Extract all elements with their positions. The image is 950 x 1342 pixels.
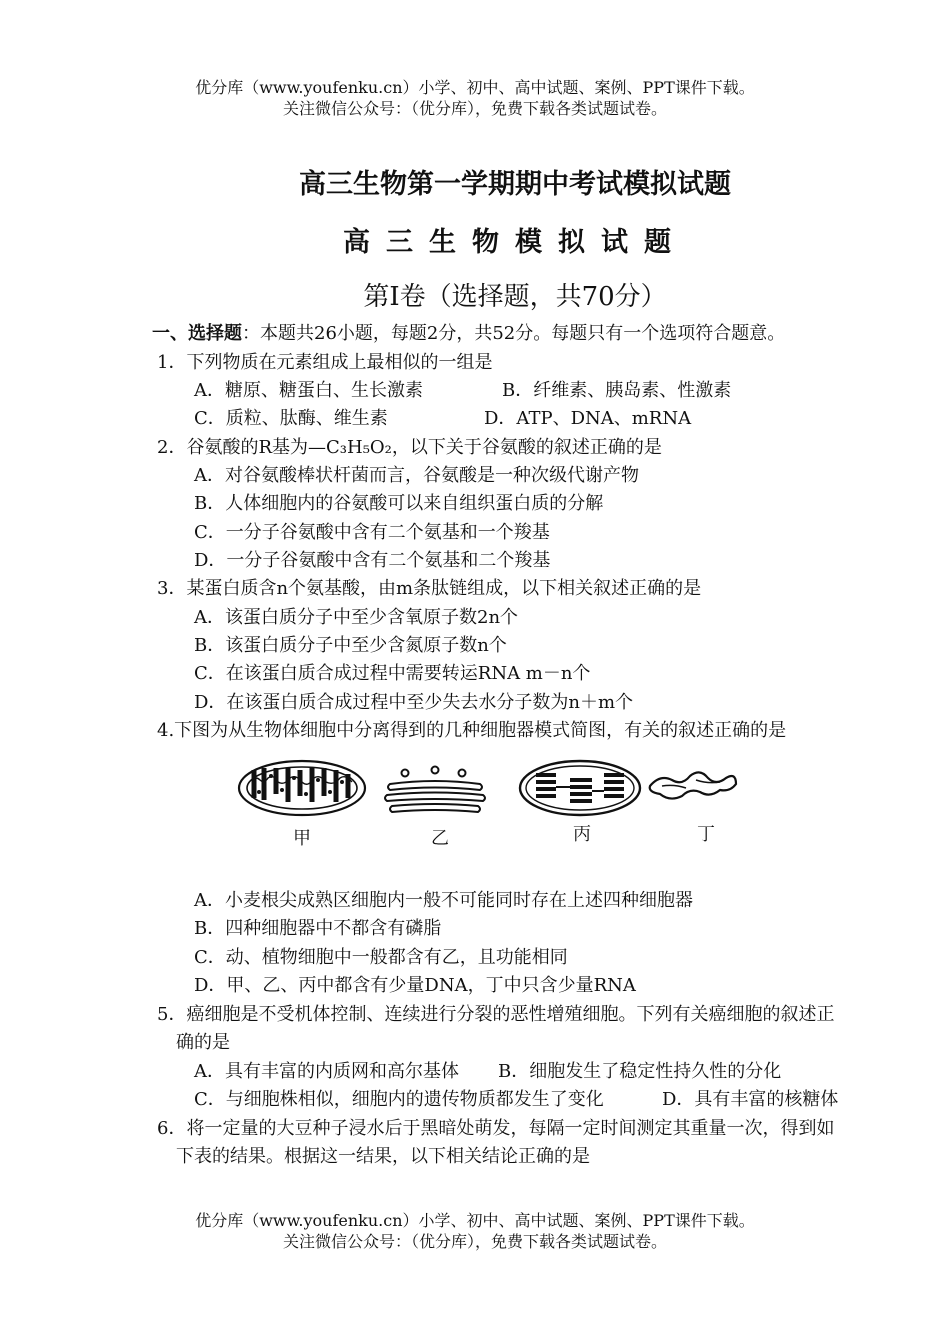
volume-title: 第Ⅰ卷（选择题，共70分） [363, 282, 667, 312]
q3-option-a: A．该蛋白质分子中至少含氧原子数2n个 [194, 607, 519, 628]
q1-option-a: A．糖原、糖蛋白、生长激素 [194, 380, 423, 401]
q1-option-d: D．ATP、DNA、mRNA [484, 408, 692, 429]
q2-option-b: B．人体细胞内的谷氨酸可以来自组织蛋白质的分解 [194, 493, 604, 514]
page-subtitle: 高三生物模拟试题 [343, 227, 687, 258]
footer-line-2: 关注微信公众号：（优分库），免费下载各类试题试卷。 [282, 1232, 667, 1251]
q4-stem: 4.下图为从生物体细胞中分离得到的几种细胞器模式简图，有关的叙述正确的是 [157, 720, 787, 741]
q2-stem: 2．谷氨酸的R基为—C₃H₅O₂，以下关于谷氨酸的叙述正确的是 [157, 437, 662, 458]
q3-option-c: C．在该蛋白质合成过程中需要转运RNA m－n个 [194, 663, 591, 684]
q5-option-b: B．细胞发生了稳定性持久性的分化 [498, 1061, 782, 1082]
q6-stem-line-2: 下表的结果。根据这一结果，以下相关结论正确的是 [176, 1146, 590, 1167]
q5-option-c: C．与细胞株相似，细胞内的遗传物质都发生了变化 [194, 1089, 604, 1110]
q4-option-d: D．甲、乙、丙中都含有少量DNA，丁中只含少量RNA [194, 975, 636, 996]
figure-label-bing: 丙 [573, 824, 591, 845]
q5-stem-line-1: 5．癌细胞是不受机体控制、连续进行分裂的恶性增殖细胞。下列有关癌细胞的叙述正 [157, 1004, 835, 1025]
figure-label-jia: 甲 [293, 828, 311, 849]
q3-option-b: B．该蛋白质分子中至少含氮原子数n个 [194, 635, 507, 656]
q5-option-d: D．具有丰富的核糖体 [662, 1089, 839, 1110]
figure-label-ding: 丁 [697, 824, 715, 845]
section-label: 一、选择题 [152, 323, 242, 344]
q1-stem: 1．下列物质在元素组成上最相似的一组是 [157, 352, 493, 373]
q3-option-d: D．在该蛋白质合成过程中至少失去水分子数为n＋m个 [194, 692, 634, 713]
section-text: ：本题共26小题，每题2分，共52分。每题只有一个选项符合题意。 [242, 323, 786, 344]
footer-line-1: 优分库（www.youfenku.cn）小学、初中、高中试题、案例、PPT课件下载。 [195, 1211, 755, 1230]
header-line-1: 优分库（www.youfenku.cn）小学、初中、高中试题、案例、PPT课件下载。 [195, 78, 755, 97]
q4-option-b: B．四种细胞器中不都含有磷脂 [194, 918, 442, 939]
mitochondrion-illustration [239, 761, 365, 815]
q2-option-d: D．一分子谷氨酸中含有二个氨基和二个羧基 [194, 550, 551, 571]
er-illustration [650, 772, 736, 798]
q4-option-c: C．动、植物细胞中一般都含有乙，且功能相同 [194, 947, 568, 968]
golgi-illustration [385, 767, 485, 813]
q2-option-a: A．对谷氨酸棒状杆菌而言，谷氨酸是一种次级代谢产物 [194, 465, 639, 486]
header-line-2: 关注微信公众号：（优分库），免费下载各类试题试卷。 [282, 99, 667, 118]
q4-option-a: A．小麦根尖成熟区细胞内一般不可能同时存在上述四种细胞器 [194, 890, 693, 911]
page-title: 高三生物第一学期期中考试模拟试题 [299, 169, 731, 200]
section-heading [152, 320, 785, 348]
chloroplast-grana [536, 773, 624, 803]
q2-option-c: C．一分子谷氨酸中含有二个氨基和一个羧基 [194, 522, 550, 543]
q1-option-b: B．纤维素、胰岛素、性激素 [502, 380, 732, 401]
q3-stem: 3．某蛋白质含n个氨基酸，由m条肽链组成，以下相关叙述正确的是 [157, 578, 702, 599]
figure-label-yi: 乙 [431, 828, 449, 849]
q5-option-a: A．具有丰富的内质网和高尔基体 [194, 1061, 459, 1082]
q6-stem-line-1: 6．将一定量的大豆种子浸水后于黑暗处萌发，每隔一定时间测定其重量一次，得到如 [157, 1118, 835, 1139]
q5-stem-line-2: 确的是 [176, 1032, 230, 1053]
q1-option-c: C．质粒、肽酶、维生素 [194, 408, 388, 429]
